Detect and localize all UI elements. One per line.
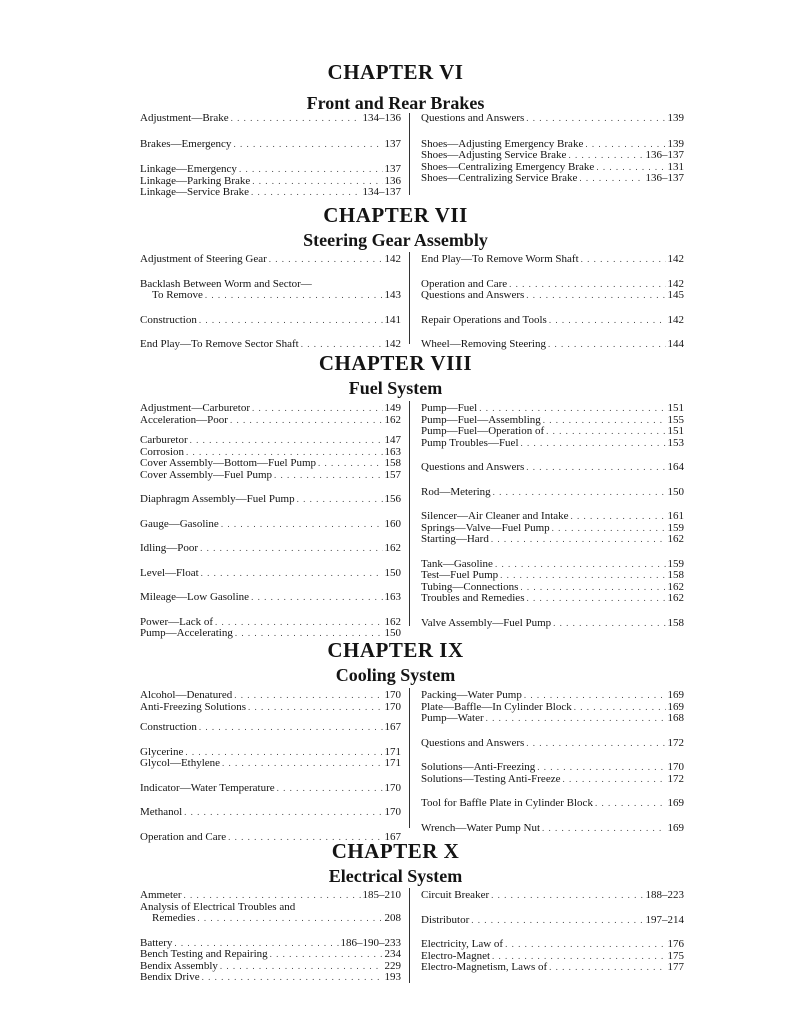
index-entry: Silencer—Air Cleaner and Intake . . . 161 bbox=[421, 511, 684, 523]
chapter-title: CHAPTER VII bbox=[323, 203, 468, 227]
index-entry: Idling—Poor . . . 162 bbox=[140, 543, 401, 555]
index-entry: Adjustment—Brake . . . 134–136 bbox=[140, 113, 401, 125]
index-entry: Ammeter . . . 185–210 bbox=[140, 890, 401, 902]
index-entry: Adjustment—Carburetor . . . 149 bbox=[140, 403, 401, 415]
section-title: Fuel System bbox=[348, 378, 443, 398]
index-entry: Electricity, Law of . . . 176 bbox=[421, 939, 684, 951]
index-entry: Tubing—Connections . . . 162 bbox=[421, 582, 684, 594]
index-entry: Operation and Care . . . 142 bbox=[421, 279, 684, 291]
index-entry: Tool for Baffle Plate in Cylinder Block . . . 169 bbox=[421, 798, 684, 810]
index-entry: Electro-Magnet . . . 175 bbox=[421, 951, 684, 963]
index-entry: Test—Fuel Pump . . . 158 bbox=[421, 570, 684, 582]
index-entry-line: Backlash Between Worm and Sector— bbox=[140, 277, 312, 290]
index-entry: Cover Assembly—Fuel Pump . . . 157 bbox=[140, 470, 401, 482]
index-entry: Linkage—Parking Brake . . . 136 bbox=[140, 176, 401, 188]
index-entry: Tank—Gasoline . . . 159 bbox=[421, 559, 684, 571]
index-entry: Corrosion . . . 163 bbox=[140, 447, 401, 459]
index-entry: Shoes—Adjusting Service Brake . . . 136–137 bbox=[421, 150, 684, 162]
section-title: Front and Rear Brakes bbox=[306, 93, 485, 113]
index-entry: Wrench—Water Pump Nut . . . 169 bbox=[421, 823, 684, 835]
index-entry: Pump—Fuel . . . 151 bbox=[421, 403, 684, 415]
index-entry: Questions and Answers . . . 172 bbox=[421, 738, 684, 750]
index-entry: Operation and Care . . . 167 bbox=[140, 832, 401, 844]
index-entry: Power—Lack of . . . 162 bbox=[140, 617, 401, 629]
index-entry: End Play—To Remove Sector Shaft . . . 142 bbox=[140, 339, 401, 351]
index-entry: Linkage—Emergency . . . 137 bbox=[140, 164, 401, 176]
index-entry: Packing—Water Pump . . . 169 bbox=[421, 690, 684, 702]
index-entry: Adjustment of Steering Gear . . . 142 bbox=[140, 254, 401, 266]
index-entry: Diaphragm Assembly—Fuel Pump . . . 156 bbox=[140, 494, 401, 506]
index-entry: Methanol . . . 170 bbox=[140, 807, 401, 819]
index-entry: Bendix Drive . . . 193 bbox=[140, 972, 401, 984]
index-entry: Mileage—Low Gasoline . . . 163 bbox=[140, 592, 401, 604]
index-entry: Linkage—Service Brake . . . 134–137 bbox=[140, 187, 401, 199]
index-entry: Battery . . . 186–190–233 bbox=[140, 938, 401, 950]
index-entry: Electro-Magnetism, Laws of . . . 177 bbox=[421, 962, 684, 974]
column-divider bbox=[409, 888, 410, 983]
index-entry: Acceleration—Poor . . . 162 bbox=[140, 415, 401, 427]
index-entry: Brakes—Emergency . . . 137 bbox=[140, 139, 401, 151]
index-column-right bbox=[421, 890, 684, 974]
index-entry: Remedies . . . 208 bbox=[140, 913, 401, 925]
index-entry: Plate—Baffle—In Cylinder Block . . . 169 bbox=[421, 702, 684, 714]
index-column-left bbox=[140, 690, 401, 843]
index-column-left bbox=[140, 403, 401, 640]
index-entry: Rod—Metering . . . 150 bbox=[421, 487, 684, 499]
index-entry: Solutions—Anti-Freezing . . . 170 bbox=[421, 762, 684, 774]
index-entry: Anti-Freezing Solutions . . . 170 bbox=[140, 702, 401, 714]
index-column-right bbox=[421, 254, 684, 351]
index-entry: Glycerine . . . 171 bbox=[140, 747, 401, 759]
index-entry: Gauge—Gasoline . . . 160 bbox=[140, 519, 401, 531]
section-title: Electrical System bbox=[328, 866, 463, 886]
index-entry: Questions and Answers . . . 145 bbox=[421, 290, 684, 302]
column-divider bbox=[409, 688, 410, 828]
index-entry: Pump—Fuel—Operation of . . . 151 bbox=[421, 426, 684, 438]
index-entry: Shoes—Adjusting Emergency Brake . . . 139 bbox=[421, 139, 684, 151]
index-entry: Questions and Answers . . . 164 bbox=[421, 462, 684, 474]
chapter-title: CHAPTER IX bbox=[327, 638, 464, 662]
index-entry: Bendix Assembly . . . 229 bbox=[140, 961, 401, 973]
index-entry: Pump—Water . . . 168 bbox=[421, 713, 684, 725]
index-entry: Repair Operations and Tools . . . 142 bbox=[421, 315, 684, 327]
column-divider bbox=[409, 113, 410, 195]
index-entry: Indicator—Water Temperature . . . 170 bbox=[140, 783, 401, 795]
chapter-title: CHAPTER X bbox=[331, 839, 460, 863]
index-entry: Solutions—Testing Anti-Freeze . . . 172 bbox=[421, 774, 684, 786]
index-entry: Pump Troubles—Fuel . . . 153 bbox=[421, 438, 684, 450]
index-entry: Construction . . . 141 bbox=[140, 315, 401, 327]
column-divider bbox=[409, 401, 410, 626]
index-entry: Shoes—Centralizing Emergency Brake . . . 131 bbox=[421, 162, 684, 174]
section-title: Steering Gear Assembly bbox=[303, 230, 488, 250]
index-entry: Alcohol—Denatured . . . 170 bbox=[140, 690, 401, 702]
chapter-title: CHAPTER VIII bbox=[318, 351, 473, 375]
index-entry: Pump—Accelerating . . . 150 bbox=[140, 628, 401, 640]
column-divider bbox=[409, 252, 410, 344]
index-entry: Glycol—Ethylene . . . 171 bbox=[140, 758, 401, 770]
index-entry: Bench Testing and Repairing . . . 234 bbox=[140, 949, 401, 961]
index-entry: Circuit Breaker . . . 188–223 bbox=[421, 890, 684, 902]
index-entry: Carburetor . . . 147 bbox=[140, 435, 401, 447]
index-entry: End Play—To Remove Worm Shaft . . . 142 bbox=[421, 254, 684, 266]
index-entry: Distributor . . . 197–214 bbox=[421, 915, 684, 927]
index-entry-line: Analysis of Electrical Troubles and bbox=[140, 900, 296, 913]
index-column-right bbox=[421, 113, 684, 185]
index-entry: Cover Assembly—Bottom—Fuel Pump . . . 158 bbox=[140, 458, 401, 470]
index-entry: Questions and Answers . . . 139 bbox=[421, 113, 684, 125]
index-column-left bbox=[140, 890, 401, 984]
chapter-title: CHAPTER VI bbox=[327, 60, 464, 84]
index-entry: Level—Float . . . 150 bbox=[140, 568, 401, 580]
index-entry: Shoes—Centralizing Service Brake . . . 136–137 bbox=[421, 173, 684, 185]
index-entry: Springs—Valve—Fuel Pump . . . 159 bbox=[421, 523, 684, 535]
index-column-right bbox=[421, 403, 684, 629]
index-column-right bbox=[421, 690, 684, 834]
index-column-left bbox=[140, 254, 401, 351]
index-entry: Valve Assembly—Fuel Pump . . . 158 bbox=[421, 618, 684, 630]
index-column-left bbox=[140, 113, 401, 199]
index-entry: Pump—Fuel—Assembling . . . 155 bbox=[421, 415, 684, 427]
index-entry: Troubles and Remedies . . . 162 bbox=[421, 593, 684, 605]
index-entry: Starting—Hard . . . 162 bbox=[421, 534, 684, 546]
index-entry: Construction . . . 167 bbox=[140, 722, 401, 734]
index-entry: Wheel—Removing Steering . . . 144 bbox=[421, 339, 684, 351]
section-title: Cooling System bbox=[335, 665, 456, 685]
index-entry: To Remove . . . 143 bbox=[140, 290, 401, 302]
